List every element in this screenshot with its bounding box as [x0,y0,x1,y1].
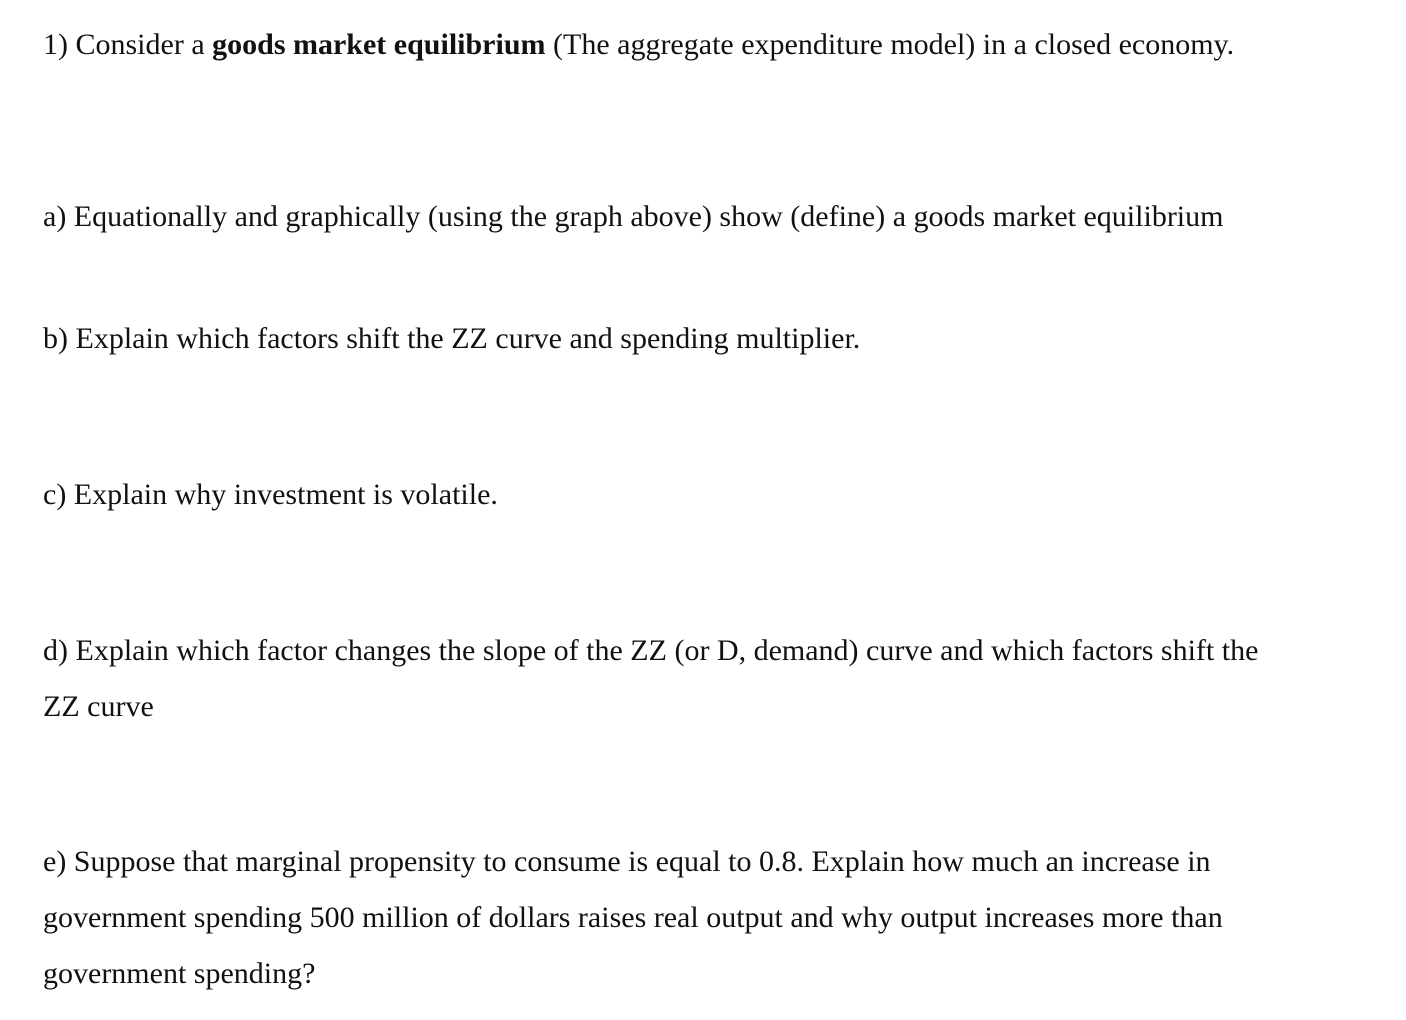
question-1-heading [43,27,1234,63]
part-e-line-3: government spending? [43,957,316,990]
question-1-suffix: (The aggregate expenditure model) in a closed economy. [545,28,1235,61]
part-d-line-1: d) Explain which factor changes the slope of the ZZ (or D, demand) curve and which factors shift the [43,634,1259,667]
part-d-line-2: ZZ curve [43,690,154,723]
part-b-text: b) Explain which factors shift the ZZ curve and spending multiplier. [43,322,861,355]
question-1-bold-term: goods market equilibrium [212,28,546,61]
question-1-prefix: 1) Consider a [43,28,213,61]
part-a-text: a) Equationally and graphically (using the graph above) show (define) a goods market equilibrium [43,200,1224,233]
part-e-line-1: e) Suppose that marginal propensity to consume is equal to 0.8. Explain how much an increase in [43,845,1211,878]
part-c-text: c) Explain why investment is volatile. [43,478,498,511]
part-e-line-2: government spending 500 million of dollars raises real output and why output increases more than [43,901,1223,934]
